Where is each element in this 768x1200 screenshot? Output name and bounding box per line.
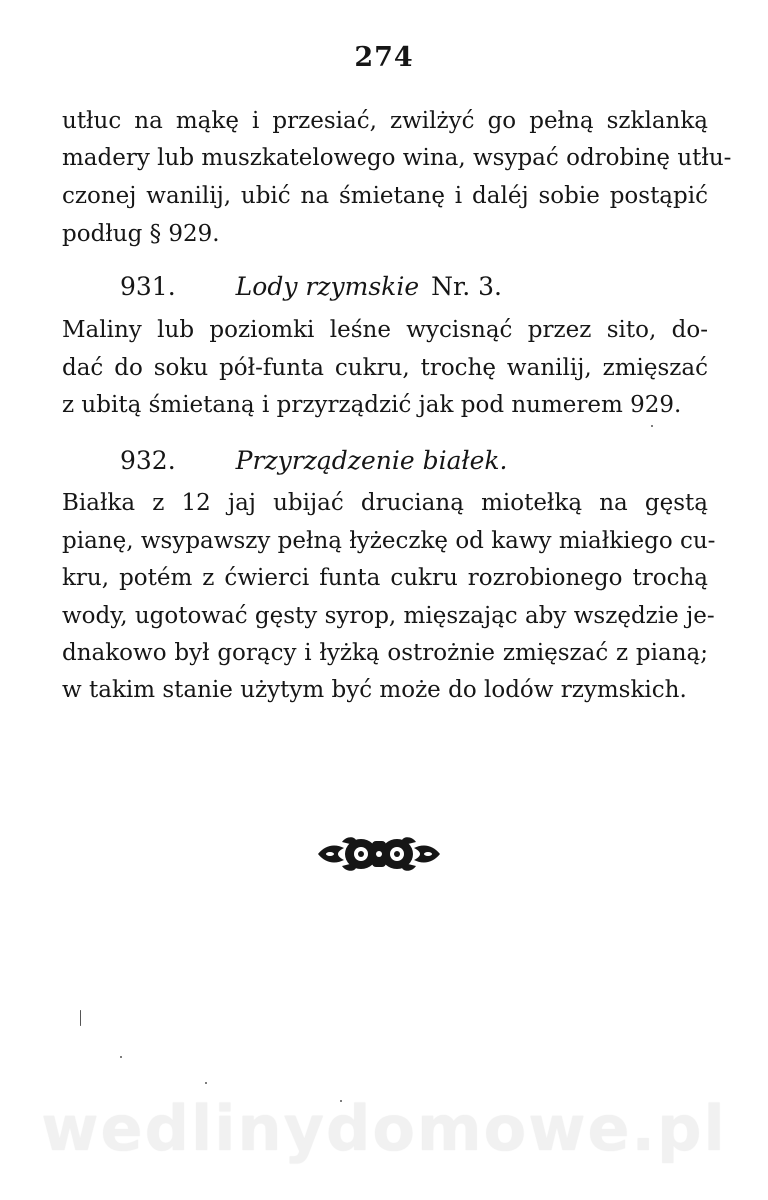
- print-speck: [80, 1010, 81, 1026]
- section-932-heading: [120, 444, 507, 478]
- print-speck: [205, 1082, 207, 1084]
- section-931-suffix: Nr. 3.: [431, 272, 502, 301]
- section-932-number: 932.: [120, 446, 176, 475]
- paragraph-1-line: madery lub muszkatelowego wina, wsypać odrobinę utłu-: [62, 145, 732, 171]
- page-number: 274: [354, 42, 414, 73]
- section-932-line: kru, potém z ćwierci funta cukru rozrobionego trochą: [62, 565, 708, 591]
- paragraph-1-line: podług § 929.: [62, 221, 220, 247]
- section-932-line: w takim stanie użytym być może do lodów rzymskich.: [62, 677, 687, 703]
- watermark: wedlinydomowe.pl: [41, 1092, 727, 1165]
- print-speck: [120, 1056, 122, 1058]
- floral-ornament-icon: [316, 832, 442, 876]
- section-931-title: Lody rzymskie: [235, 272, 420, 301]
- section-931-heading: [120, 270, 502, 304]
- section-932-line: Białka z 12 jaj ubijać drucianą miotełką na gęstą: [62, 490, 708, 516]
- paragraph-1-line: czonej wanilij, ubić na śmietanę i daléj sobie postąpić: [62, 183, 708, 209]
- section-931-line: Maliny lub poziomki leśne wycisnąć przez sito, do-: [62, 317, 708, 343]
- print-speck: [651, 425, 653, 427]
- section-932-line: dnakowo był gorący i łyżką ostrożnie zmięszać z pianą;: [62, 640, 708, 666]
- section-931-line: dać do soku pół-funta cukru, trochę wanilij, zmięszać: [62, 355, 708, 381]
- paragraph-1-line: utłuc na mąkę i przesiać, zwilżyć go pełną szklanką: [62, 108, 708, 134]
- section-931-line: z ubitą śmietaną i przyrządzić jak pod numerem 929.: [62, 392, 682, 418]
- section-932-title: Przyrządzenie białek.: [235, 446, 508, 475]
- section-932-line: wody, ugotować gęsty syrop, mięszając aby wszędzie je-: [62, 603, 715, 629]
- section-931-number: 931.: [120, 272, 176, 301]
- section-932-line: pianę, wsypawszy pełną łyżeczkę od kawy miałkiego cu-: [62, 528, 716, 554]
